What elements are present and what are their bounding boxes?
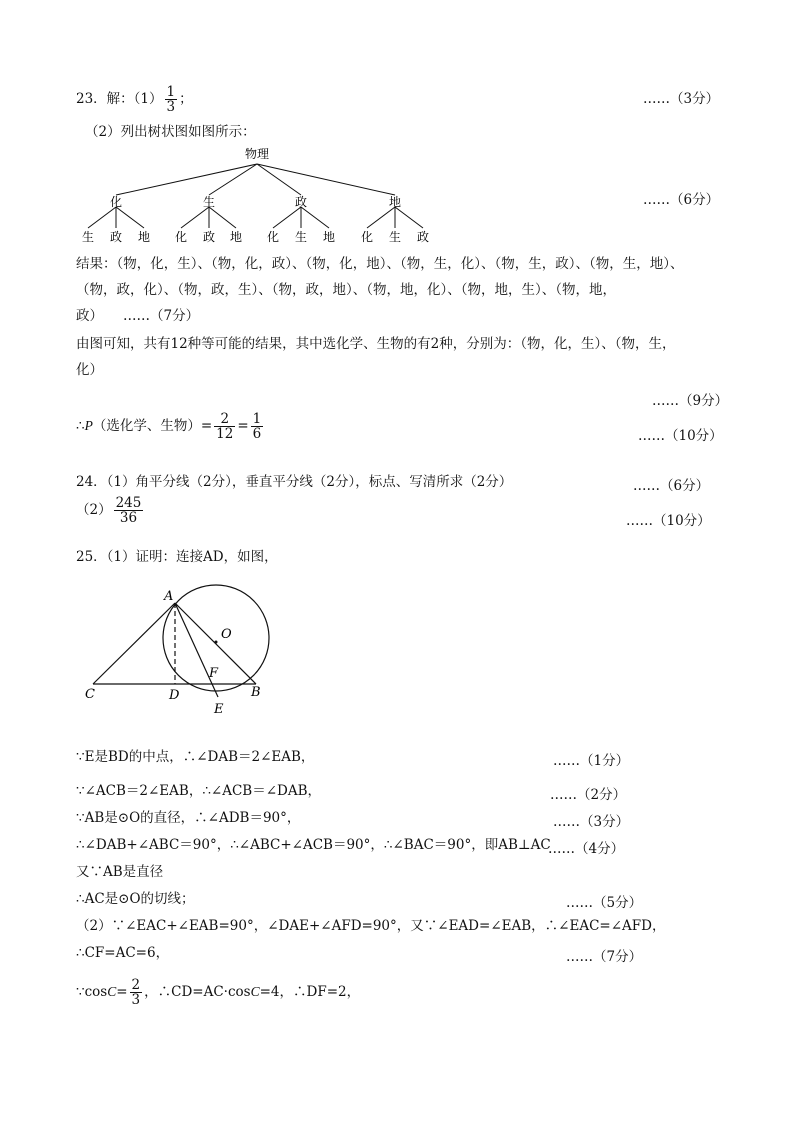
- q24-part2-prefix: （2）: [76, 502, 112, 519]
- q23-frac-num: 1: [166, 84, 176, 100]
- circle-figure: [80, 580, 280, 720]
- q25-step-8: ∴CF=AC=6，: [76, 945, 170, 961]
- label-A: A: [164, 589, 174, 604]
- prob-frac2: [251, 412, 264, 441]
- prob-label: （选化学、生物）=: [92, 418, 213, 435]
- last-frac-num: 2: [131, 977, 141, 993]
- prob-P: P: [84, 418, 93, 434]
- tree-l2-1-0: 化: [174, 230, 188, 244]
- last-suffix: ，∴CD=AC·cos: [144, 984, 251, 1001]
- tree-l2-1-2: 地: [229, 230, 243, 244]
- tree-l2-3-0: 化: [360, 230, 374, 244]
- tree-l1-2: 政: [294, 195, 308, 209]
- tree-l2-2-0: 化: [266, 230, 280, 244]
- last-C2: C: [250, 984, 260, 1000]
- q24-score2: ……（10分）: [626, 513, 711, 529]
- q24-fraction: [114, 496, 144, 525]
- prob-therefore: ∴: [76, 418, 85, 435]
- q25-score-3: ……（3分）: [553, 814, 630, 830]
- last-eq: =: [116, 984, 128, 1001]
- last-C: C: [107, 984, 117, 1000]
- q23-result-line2: （物，政，化）、（物，政，生）、（物，政，地）、（物，地，化）、（物，地，生）、（物，地，: [76, 282, 616, 298]
- tree-l2-3-2: 政: [416, 230, 430, 244]
- prob-eq: =: [237, 418, 249, 435]
- q23-line1: [76, 85, 193, 114]
- q25-step-5: 又∵AB是直径: [76, 864, 164, 880]
- q24-score1: ……（6分）: [633, 478, 710, 494]
- tree-l1-3: 地: [388, 195, 402, 209]
- tree-l2-2-1: 生: [294, 230, 308, 244]
- tree-lines: [88, 164, 423, 228]
- q25-score-6: ……（5分）: [566, 895, 643, 911]
- q25-score-1: ……（1分）: [553, 753, 630, 769]
- q25-step-1: ∵E是BD的中点，∴∠DAB＝2∠EAB，: [76, 749, 315, 765]
- q23-suffix: ；: [179, 91, 193, 108]
- q23-score5: ……（10分）: [638, 428, 723, 444]
- tree-l2-0-0: 生: [81, 230, 95, 244]
- q24-line1: 24．（1）角平分线（2分），垂直平分线（2分），标点、写清所求（2分）: [76, 474, 513, 490]
- q23-part2-intro: （2）列出树状图如图所示：: [85, 124, 256, 140]
- tree-l1-0: 化: [109, 195, 123, 209]
- q24-line2: [76, 496, 145, 525]
- label-F: F: [209, 666, 219, 681]
- q24-frac-den: 36: [119, 510, 138, 527]
- q24-frac-num: 245: [115, 495, 142, 511]
- q23-conclusion-line2: 化）: [76, 362, 103, 378]
- tree-l2-1-1: 政: [202, 230, 216, 244]
- label-E: E: [214, 702, 224, 717]
- center-point: [215, 641, 218, 644]
- q23-probability: [76, 412, 265, 441]
- tree-l2-2-2: 地: [322, 230, 336, 244]
- prob-frac2-num: 1: [252, 411, 262, 427]
- q23-prefix: 23．解：（1）: [76, 91, 163, 108]
- q23-result-line1: 结果：（物，化，生）、（物，化，政）、（物，化，地）、（物，生，化）、（物，生，政）、（物，生，地）、: [76, 256, 684, 272]
- label-B: B: [251, 685, 261, 700]
- tree-root: 物理: [244, 147, 270, 161]
- q25-line1: 25．（1）证明：连接AD，如图，: [76, 549, 278, 565]
- q23-score3: ……（7分）: [123, 308, 200, 324]
- q23-score4: ……（9分）: [652, 393, 729, 409]
- label-C: C: [85, 687, 95, 702]
- q25-score-4: ……（4分）: [548, 841, 625, 857]
- q23-answer-fraction: [165, 85, 178, 114]
- prob-frac1-den: 12: [216, 426, 234, 443]
- q23-result-tail: 政）: [76, 308, 103, 324]
- last-fraction: [130, 978, 143, 1007]
- q23-result-line3: [76, 308, 199, 324]
- prob-frac1: [214, 412, 235, 441]
- tree-diagram: [70, 142, 450, 246]
- q23-score1: ……（3分）: [643, 91, 720, 107]
- figure-lines: [93, 603, 256, 697]
- tree-l2-0-1: 政: [109, 230, 123, 244]
- label-O: O: [221, 627, 232, 642]
- q25-step-4: ∴∠DAB+∠ABC＝90°，∴∠ABC+∠ACB＝90°，∴∠BAC＝90°，即AB⊥AC: [76, 837, 551, 853]
- last-frac-den: 3: [131, 992, 141, 1009]
- tree-l2-3-1: 生: [388, 230, 402, 244]
- last-tail: =4，∴DF=2，: [259, 984, 361, 1001]
- q25-step-7: （2）∵∠EAC+∠EAB=90°，∠DAE+∠AFD=90°，又∵∠EAD=∠EAB，∴∠EAC=∠AFD，: [76, 918, 666, 934]
- q25-score-2: ……（2分）: [550, 787, 627, 803]
- q25-step-3: ∵AB是⊙O的直径，∴∠ADB＝90°，: [76, 810, 301, 826]
- last-cos: ∵cos: [76, 984, 108, 1001]
- q25-step-6: ∴AC是⊙O的切线；: [76, 891, 195, 907]
- prob-frac1-num: 2: [214, 412, 235, 427]
- label-D: D: [169, 688, 180, 703]
- q23-frac-den: 3: [166, 99, 176, 116]
- prob-frac2-den: 6: [252, 426, 262, 443]
- q23-score2: ……（6分）: [643, 192, 720, 208]
- q25-step-2: ∵∠ACB＝2∠EAB，∴∠ACB＝∠DAB，: [76, 783, 322, 799]
- q25-last-line: [76, 978, 360, 1007]
- q23-conclusion-line1: 由图可知，共有12种等可能的结果，其中选化学、生物的有2种，分别为：（物，化，生）、（物，生，: [76, 336, 676, 352]
- tree-l2-0-2: 地: [137, 230, 151, 244]
- tree-l1-1: 生: [202, 195, 216, 209]
- q25-score-8: ……（7分）: [566, 949, 643, 965]
